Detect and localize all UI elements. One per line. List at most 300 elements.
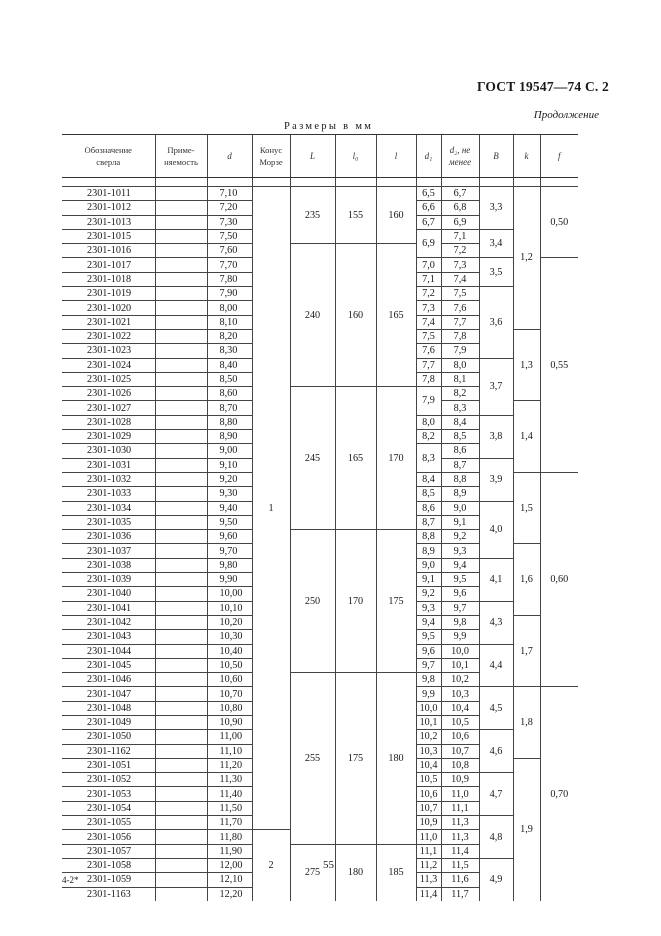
drill-diameter: 10,20 (207, 615, 252, 629)
d2-value: 10,2 (441, 673, 479, 687)
applicability-cell (155, 401, 207, 415)
header-gap-row (62, 178, 578, 187)
drill-designation: 2301-1041 (62, 601, 155, 615)
col-f: f (540, 135, 578, 178)
d2-value: 9,7 (441, 601, 479, 615)
drill-diameter: 8,80 (207, 415, 252, 429)
d1-value: 7,6 (416, 344, 441, 358)
f-value: 0,55 (540, 258, 578, 472)
drill-designation: 2301-1013 (62, 215, 155, 229)
d2-value: 9,3 (441, 544, 479, 558)
d1-value: 7,9 (416, 387, 441, 416)
f-value: 0,60 (540, 472, 578, 686)
length-l-value: 180 (376, 673, 416, 845)
drill-designation: 2301-1024 (62, 358, 155, 372)
drill-diameter: 11,10 (207, 744, 252, 758)
k-value: 1,3 (513, 329, 540, 400)
d2-value: 9,9 (441, 630, 479, 644)
length-L-value: 240 (290, 244, 335, 387)
d1-value: 10,3 (416, 744, 441, 758)
applicability-cell (155, 601, 207, 615)
drill-diameter: 8,30 (207, 344, 252, 358)
d1-value: 7,1 (416, 272, 441, 286)
d2-value: 10,9 (441, 773, 479, 787)
length-l-value: 165 (376, 244, 416, 387)
drill-diameter: 9,90 (207, 573, 252, 587)
d1-value: 8,0 (416, 415, 441, 429)
drill-diameter: 9,80 (207, 558, 252, 572)
applicability-cell (155, 430, 207, 444)
applicability-cell (155, 787, 207, 801)
d2-value: 7,9 (441, 344, 479, 358)
table-header-row (62, 135, 578, 178)
d1-value: 8,5 (416, 487, 441, 501)
k-value: 1,4 (513, 401, 540, 472)
sheet-mark: 4-2* (62, 875, 79, 885)
drill-designation: 2301-1048 (62, 701, 155, 715)
drill-diameter: 8,50 (207, 372, 252, 386)
col-designation: Обозначение сверла (62, 135, 155, 178)
drill-diameter: 9,70 (207, 544, 252, 558)
col-d1: d₁ (416, 135, 441, 178)
applicability-cell (155, 272, 207, 286)
drill-diameter: 8,70 (207, 401, 252, 415)
d2-value: 10,6 (441, 730, 479, 744)
applicability-cell (155, 644, 207, 658)
drill-designation: 2301-1053 (62, 787, 155, 801)
length-l0-value: 160 (335, 244, 376, 387)
d2-value: 7,4 (441, 272, 479, 286)
drill-diameter: 12,20 (207, 887, 252, 901)
drill-diameter: 10,60 (207, 673, 252, 687)
d1-value: 10,1 (416, 715, 441, 729)
drill-diameter: 9,60 (207, 530, 252, 544)
drill-designation: 2301-1039 (62, 573, 155, 587)
d1-value: 10,9 (416, 816, 441, 830)
applicability-cell (155, 715, 207, 729)
drill-diameter: 9,40 (207, 501, 252, 515)
drill-designation: 2301-1036 (62, 530, 155, 544)
d1-value: 9,9 (416, 687, 441, 701)
table-body (62, 178, 578, 901)
page-number: 55 (323, 859, 334, 871)
drill-designation: 2301-1033 (62, 487, 155, 501)
drill-diameter: 10,10 (207, 601, 252, 615)
d1-value: 11,0 (416, 830, 441, 844)
d1-value: 9,3 (416, 601, 441, 615)
drill-diameter: 8,00 (207, 301, 252, 315)
B-value: 3,4 (479, 229, 513, 258)
d2-value: 10,3 (441, 687, 479, 701)
drill-designation: 2301-1059 (62, 873, 155, 887)
k-value: 1,2 (513, 187, 540, 330)
applicability-cell (155, 415, 207, 429)
applicability-cell (155, 387, 207, 401)
drill-designation: 2301-1015 (62, 229, 155, 243)
drill-designation: 2301-1040 (62, 587, 155, 601)
d1-value: 6,6 (416, 201, 441, 215)
applicability-cell (155, 458, 207, 472)
length-l0-value: 180 (335, 844, 376, 901)
B-value: 4,0 (479, 501, 513, 558)
d2-value: 11,1 (441, 801, 479, 815)
drill-diameter: 8,20 (207, 329, 252, 343)
drill-designation: 2301-1162 (62, 744, 155, 758)
length-l-value: 175 (376, 530, 416, 673)
d2-value: 10,8 (441, 758, 479, 772)
drill-diameter: 10,50 (207, 658, 252, 672)
applicability-cell (155, 873, 207, 887)
applicability-cell (155, 801, 207, 815)
col-l0: l₀ (335, 135, 376, 178)
applicability-cell (155, 587, 207, 601)
drill-designation: 2301-1054 (62, 801, 155, 815)
d2-value: 10,5 (441, 715, 479, 729)
d1-value: 6,9 (416, 229, 441, 258)
d1-value: 8,8 (416, 530, 441, 544)
drill-diameter: 9,20 (207, 472, 252, 486)
B-value: 4,4 (479, 644, 513, 687)
drill-diameter: 10,90 (207, 715, 252, 729)
drill-designation: 2301-1017 (62, 258, 155, 272)
drill-diameter: 9,10 (207, 458, 252, 472)
applicability-cell (155, 658, 207, 672)
drill-designation: 2301-1031 (62, 458, 155, 472)
f-value: 0,70 (540, 687, 578, 901)
applicability-cell (155, 487, 207, 501)
applicability-cell (155, 472, 207, 486)
d1-value: 7,3 (416, 301, 441, 315)
morse-cone-value: 2 (252, 830, 290, 901)
applicability-cell (155, 773, 207, 787)
d1-value: 9,4 (416, 615, 441, 629)
applicability-cell (155, 229, 207, 243)
drill-diameter: 7,90 (207, 287, 252, 301)
drill-diameter: 11,50 (207, 801, 252, 815)
d2-value: 8,9 (441, 487, 479, 501)
B-value: 4,5 (479, 687, 513, 730)
col-d2: d₂, не менее (441, 135, 479, 178)
drill-dimensions-table (62, 134, 578, 901)
drill-diameter: 9,30 (207, 487, 252, 501)
drill-designation: 2301-1050 (62, 730, 155, 744)
applicability-cell (155, 358, 207, 372)
applicability-cell (155, 544, 207, 558)
k-value: 1,6 (513, 544, 540, 615)
d2-value: 10,1 (441, 658, 479, 672)
drill-diameter: 9,00 (207, 444, 252, 458)
applicability-cell (155, 187, 207, 201)
d1-value: 10,6 (416, 787, 441, 801)
d2-value: 7,8 (441, 329, 479, 343)
drill-diameter: 10,80 (207, 701, 252, 715)
d2-value: 8,6 (441, 444, 479, 458)
d2-value: 7,6 (441, 301, 479, 315)
d2-value: 11,7 (441, 887, 479, 901)
length-L-value: 235 (290, 187, 335, 244)
drill-designation: 2301-1043 (62, 630, 155, 644)
d2-value: 11,0 (441, 787, 479, 801)
length-l-value: 170 (376, 387, 416, 530)
table-row (62, 187, 578, 201)
morse-cone-value: 1 (252, 187, 290, 830)
applicability-cell (155, 844, 207, 858)
d2-value: 6,7 (441, 187, 479, 201)
d2-value: 9,8 (441, 615, 479, 629)
drill-designation: 2301-1034 (62, 501, 155, 515)
applicability-cell (155, 687, 207, 701)
drill-diameter: 11,40 (207, 787, 252, 801)
col-l: l (376, 135, 416, 178)
d1-value: 9,2 (416, 587, 441, 601)
drill-designation: 2301-1049 (62, 715, 155, 729)
d2-value: 9,4 (441, 558, 479, 572)
applicability-cell (155, 329, 207, 343)
applicability-cell (155, 615, 207, 629)
d2-value: 8,7 (441, 458, 479, 472)
drill-diameter: 7,50 (207, 229, 252, 243)
B-value: 4,3 (479, 601, 513, 644)
applicability-cell (155, 887, 207, 901)
d1-value: 7,4 (416, 315, 441, 329)
drill-designation: 2301-1057 (62, 844, 155, 858)
applicability-cell (155, 344, 207, 358)
length-l0-value: 165 (335, 387, 376, 530)
drill-designation: 2301-1045 (62, 658, 155, 672)
length-l-value: 160 (376, 187, 416, 244)
applicability-cell (155, 830, 207, 844)
applicability-cell (155, 444, 207, 458)
d1-value: 7,7 (416, 358, 441, 372)
d2-value: 8,1 (441, 372, 479, 386)
drill-designation: 2301-1019 (62, 287, 155, 301)
d2-value: 8,0 (441, 358, 479, 372)
drill-diameter: 7,70 (207, 258, 252, 272)
drill-diameter: 8,10 (207, 315, 252, 329)
length-L-value: 275 (290, 844, 335, 901)
B-value: 3,6 (479, 287, 513, 358)
d2-value: 9,6 (441, 587, 479, 601)
drill-diameter: 10,70 (207, 687, 252, 701)
d1-value: 10,7 (416, 801, 441, 815)
d2-value: 7,5 (441, 287, 479, 301)
drill-designation: 2301-1051 (62, 758, 155, 772)
d1-value: 10,2 (416, 730, 441, 744)
d1-value: 10,5 (416, 773, 441, 787)
d2-value: 6,8 (441, 201, 479, 215)
d1-value: 10,0 (416, 701, 441, 715)
drill-diameter: 10,00 (207, 587, 252, 601)
drill-diameter: 12,10 (207, 873, 252, 887)
drill-diameter: 7,60 (207, 244, 252, 258)
d1-value: 9,1 (416, 573, 441, 587)
col-k: k (513, 135, 540, 178)
drill-designation: 2301-1055 (62, 816, 155, 830)
applicability-cell (155, 515, 207, 529)
drill-designation: 2301-1030 (62, 444, 155, 458)
applicability-cell (155, 315, 207, 329)
B-value: 4,7 (479, 773, 513, 816)
drill-designation: 2301-1018 (62, 272, 155, 286)
B-value: 3,9 (479, 458, 513, 501)
d2-value: 11,5 (441, 858, 479, 872)
d2-value: 7,7 (441, 315, 479, 329)
applicability-cell (155, 630, 207, 644)
length-l0-value: 155 (335, 187, 376, 244)
length-L-value: 245 (290, 387, 335, 530)
d2-value: 8,3 (441, 401, 479, 415)
B-value: 4,9 (479, 858, 513, 900)
drill-diameter: 7,80 (207, 272, 252, 286)
drill-diameter: 7,20 (207, 201, 252, 215)
d1-value: 8,3 (416, 444, 441, 473)
B-value: 3,7 (479, 358, 513, 415)
drill-designation: 2301-1032 (62, 472, 155, 486)
drill-diameter: 11,90 (207, 844, 252, 858)
drill-designation: 2301-1056 (62, 830, 155, 844)
d1-value: 8,7 (416, 515, 441, 529)
d1-value: 9,7 (416, 658, 441, 672)
drill-diameter: 7,30 (207, 215, 252, 229)
d1-value: 9,0 (416, 558, 441, 572)
d2-value: 7,3 (441, 258, 479, 272)
B-value: 3,3 (479, 187, 513, 230)
drill-diameter: 9,50 (207, 515, 252, 529)
drill-designation: 2301-1044 (62, 644, 155, 658)
applicability-cell (155, 558, 207, 572)
d1-value: 9,6 (416, 644, 441, 658)
d1-value: 7,0 (416, 258, 441, 272)
applicability-cell (155, 372, 207, 386)
d1-value: 8,4 (416, 472, 441, 486)
drill-designation: 2301-1016 (62, 244, 155, 258)
length-L-value: 255 (290, 673, 335, 845)
col-d: d (207, 135, 252, 178)
B-value: 4,8 (479, 816, 513, 859)
k-value: 1,9 (513, 758, 540, 900)
d1-value: 9,5 (416, 630, 441, 644)
document-header: ГОСТ 19547—74 С. 2 (476, 79, 609, 94)
drill-designation: 2301-1058 (62, 858, 155, 872)
d2-value: 9,1 (441, 515, 479, 529)
drill-designation: 2301-1021 (62, 315, 155, 329)
drill-diameter: 11,20 (207, 758, 252, 772)
drill-designation: 2301-1026 (62, 387, 155, 401)
applicability-cell (155, 530, 207, 544)
d1-value: 11,4 (416, 887, 441, 901)
drill-diameter: 8,90 (207, 430, 252, 444)
B-value: 4,6 (479, 730, 513, 773)
d2-value: 9,0 (441, 501, 479, 515)
drill-diameter: 10,30 (207, 630, 252, 644)
applicability-cell (155, 215, 207, 229)
k-value: 1,8 (513, 687, 540, 758)
drill-designation: 2301-1052 (62, 773, 155, 787)
d2-value: 11,6 (441, 873, 479, 887)
d2-value: 7,2 (441, 244, 479, 258)
applicability-cell (155, 730, 207, 744)
applicability-cell (155, 573, 207, 587)
col-B: B (479, 135, 513, 178)
d2-value: 10,0 (441, 644, 479, 658)
d1-value: 9,8 (416, 673, 441, 687)
d2-value: 8,2 (441, 387, 479, 401)
length-l-value: 185 (376, 844, 416, 901)
d1-value: 7,8 (416, 372, 441, 386)
drill-diameter: 12,00 (207, 858, 252, 872)
applicability-cell (155, 701, 207, 715)
drill-designation: 2301-1029 (62, 430, 155, 444)
d1-value: 8,9 (416, 544, 441, 558)
d2-value: 8,4 (441, 415, 479, 429)
k-value: 1,7 (513, 615, 540, 686)
d1-value: 7,5 (416, 329, 441, 343)
applicability-cell (155, 858, 207, 872)
d1-value: 8,6 (416, 501, 441, 515)
k-value: 1,5 (513, 472, 540, 543)
length-l0-value: 175 (335, 673, 376, 845)
drill-diameter: 7,10 (207, 187, 252, 201)
continuation-label: Продолжение (533, 109, 599, 121)
dimensions-caption: Размеры в мм (284, 121, 374, 132)
d1-value: 8,2 (416, 430, 441, 444)
applicability-cell (155, 758, 207, 772)
drill-diameter: 8,60 (207, 387, 252, 401)
d2-value: 11,3 (441, 816, 479, 830)
drill-designation: 2301-1037 (62, 544, 155, 558)
d1-value: 11,2 (416, 858, 441, 872)
drill-designation: 2301-1163 (62, 887, 155, 901)
d1-value: 7,2 (416, 287, 441, 301)
drill-diameter: 8,40 (207, 358, 252, 372)
applicability-cell (155, 258, 207, 272)
col-morse-cone: Конус Морзе (252, 135, 290, 178)
applicability-cell (155, 673, 207, 687)
d2-value: 8,8 (441, 472, 479, 486)
d2-value: 11,4 (441, 844, 479, 858)
d1-value: 11,1 (416, 844, 441, 858)
drill-designation: 2301-1022 (62, 329, 155, 343)
d2-value: 10,4 (441, 701, 479, 715)
drill-designation: 2301-1011 (62, 187, 155, 201)
B-value: 3,8 (479, 415, 513, 458)
drill-diameter: 11,30 (207, 773, 252, 787)
B-value: 4,1 (479, 558, 513, 601)
drill-designation: 2301-1020 (62, 301, 155, 315)
d1-value: 10,4 (416, 758, 441, 772)
drill-designation: 2301-1046 (62, 673, 155, 687)
applicability-cell (155, 287, 207, 301)
drill-designation: 2301-1038 (62, 558, 155, 572)
d2-value: 11,3 (441, 830, 479, 844)
d2-value: 8,5 (441, 430, 479, 444)
applicability-cell (155, 744, 207, 758)
f-value: 0,50 (540, 187, 578, 258)
drill-diameter: 11,80 (207, 830, 252, 844)
drill-diameter: 10,40 (207, 644, 252, 658)
d1-value: 11,3 (416, 873, 441, 887)
drill-diameter: 11,70 (207, 816, 252, 830)
applicability-cell (155, 201, 207, 215)
applicability-cell (155, 244, 207, 258)
d2-value: 7,1 (441, 229, 479, 243)
drill-designation: 2301-1047 (62, 687, 155, 701)
drill-designation: 2301-1035 (62, 515, 155, 529)
drill-designation: 2301-1023 (62, 344, 155, 358)
drill-designation: 2301-1028 (62, 415, 155, 429)
d2-value: 9,5 (441, 573, 479, 587)
d2-value: 10,7 (441, 744, 479, 758)
